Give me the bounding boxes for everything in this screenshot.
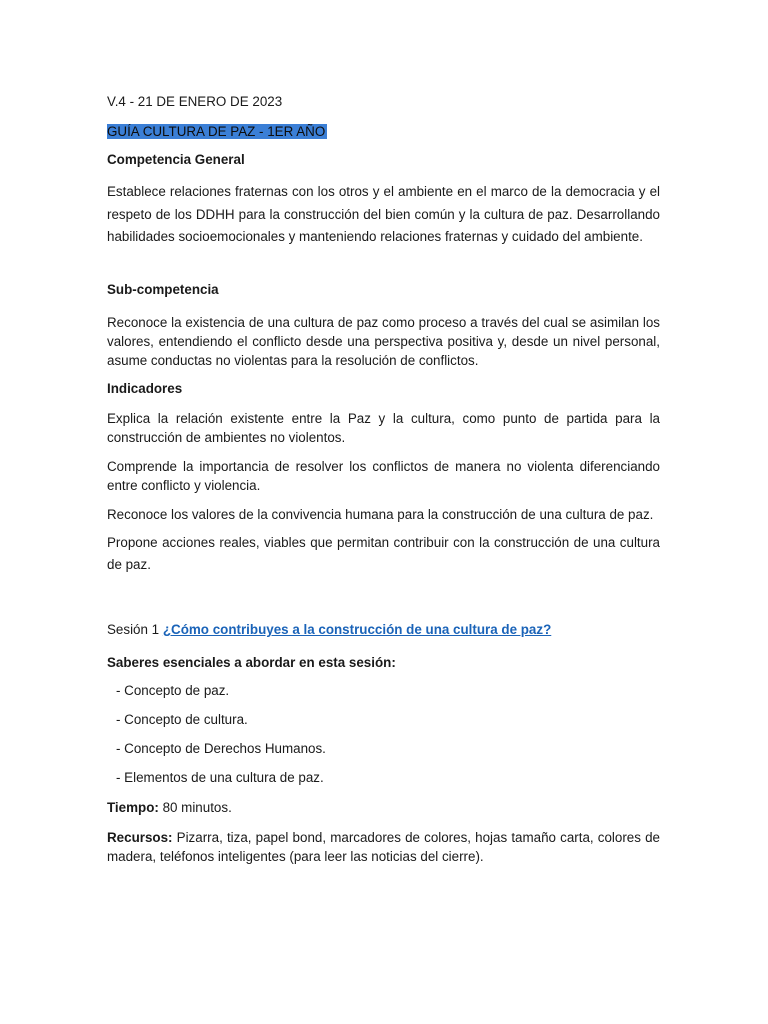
document-title bbox=[107, 121, 660, 143]
list-item: - Concepto de cultura. bbox=[116, 712, 248, 727]
competencia-text: Establece relaciones fraternas con los otros y el ambiente en el marco de la democracia y el respeto de los DDHH para la construcción del bien común y la cultura de paz. Desarrollando habilidades socioemocionales y manteniendo relaciones fraternas y cuidado del ambiente. bbox=[107, 184, 660, 244]
list-item: - Concepto de paz. bbox=[116, 683, 230, 698]
competencia-heading: Competencia General bbox=[107, 152, 245, 167]
indicador-item: Comprende la importancia de resolver los conflictos de manera no violenta diferenciando entre conflicto y violencia. bbox=[107, 459, 660, 493]
sesion-line bbox=[107, 619, 660, 641]
recursos-line bbox=[107, 828, 660, 866]
recursos-value: Pizarra, tiza, papel bond, marcadores de colores, hojas tamaño carta, colores de madera, teléfonos inteligentes (para leer las noticias del cierre). bbox=[107, 830, 660, 864]
tiempo-label: Tiempo: bbox=[107, 800, 159, 815]
tiempo-value: 80 minutos. bbox=[158, 800, 232, 815]
tiempo-line bbox=[107, 797, 660, 819]
saberes-heading: Saberes esenciales a abordar en esta sesión: bbox=[107, 655, 396, 670]
subcompetencia-text: Reconoce la existencia de una cultura de paz como proceso a través del cual se asimilan los valores, entendiendo el conflicto desde una perspectiva positiva y, desde un nivel personal, asume conductas no violentas para la resolución de conflictos. bbox=[107, 315, 660, 368]
indicador-item: Propone acciones reales, viables que permitan contribuir con la construcción de una cultura de paz. bbox=[107, 535, 660, 572]
list-item: - Concepto de Derechos Humanos. bbox=[116, 741, 326, 756]
version-line: V.4 - 21 DE ENERO DE 2023 bbox=[107, 94, 283, 109]
sesion-label: Sesión 1 bbox=[107, 622, 160, 637]
list-item: - Elementos de una cultura de paz. bbox=[116, 770, 324, 785]
indicador-item: Reconoce los valores de la convivencia humana para la construcción de una cultura de paz. bbox=[107, 507, 654, 522]
indicador-item: Explica la relación existente entre la Paz y la cultura, como punto de partida para la construcción de ambientes no violentos. bbox=[107, 411, 660, 445]
indicadores-heading: Indicadores bbox=[107, 381, 183, 396]
recursos-label: Recursos: bbox=[107, 830, 173, 845]
sesion-question-link[interactable]: ¿Cómo contribuyes a la construcción de una cultura de paz? bbox=[162, 622, 552, 637]
subcompetencia-heading: Sub-competencia bbox=[107, 282, 219, 297]
highlighted-title: GUÍA CULTURA DE PAZ - 1ER AÑO bbox=[107, 124, 326, 139]
